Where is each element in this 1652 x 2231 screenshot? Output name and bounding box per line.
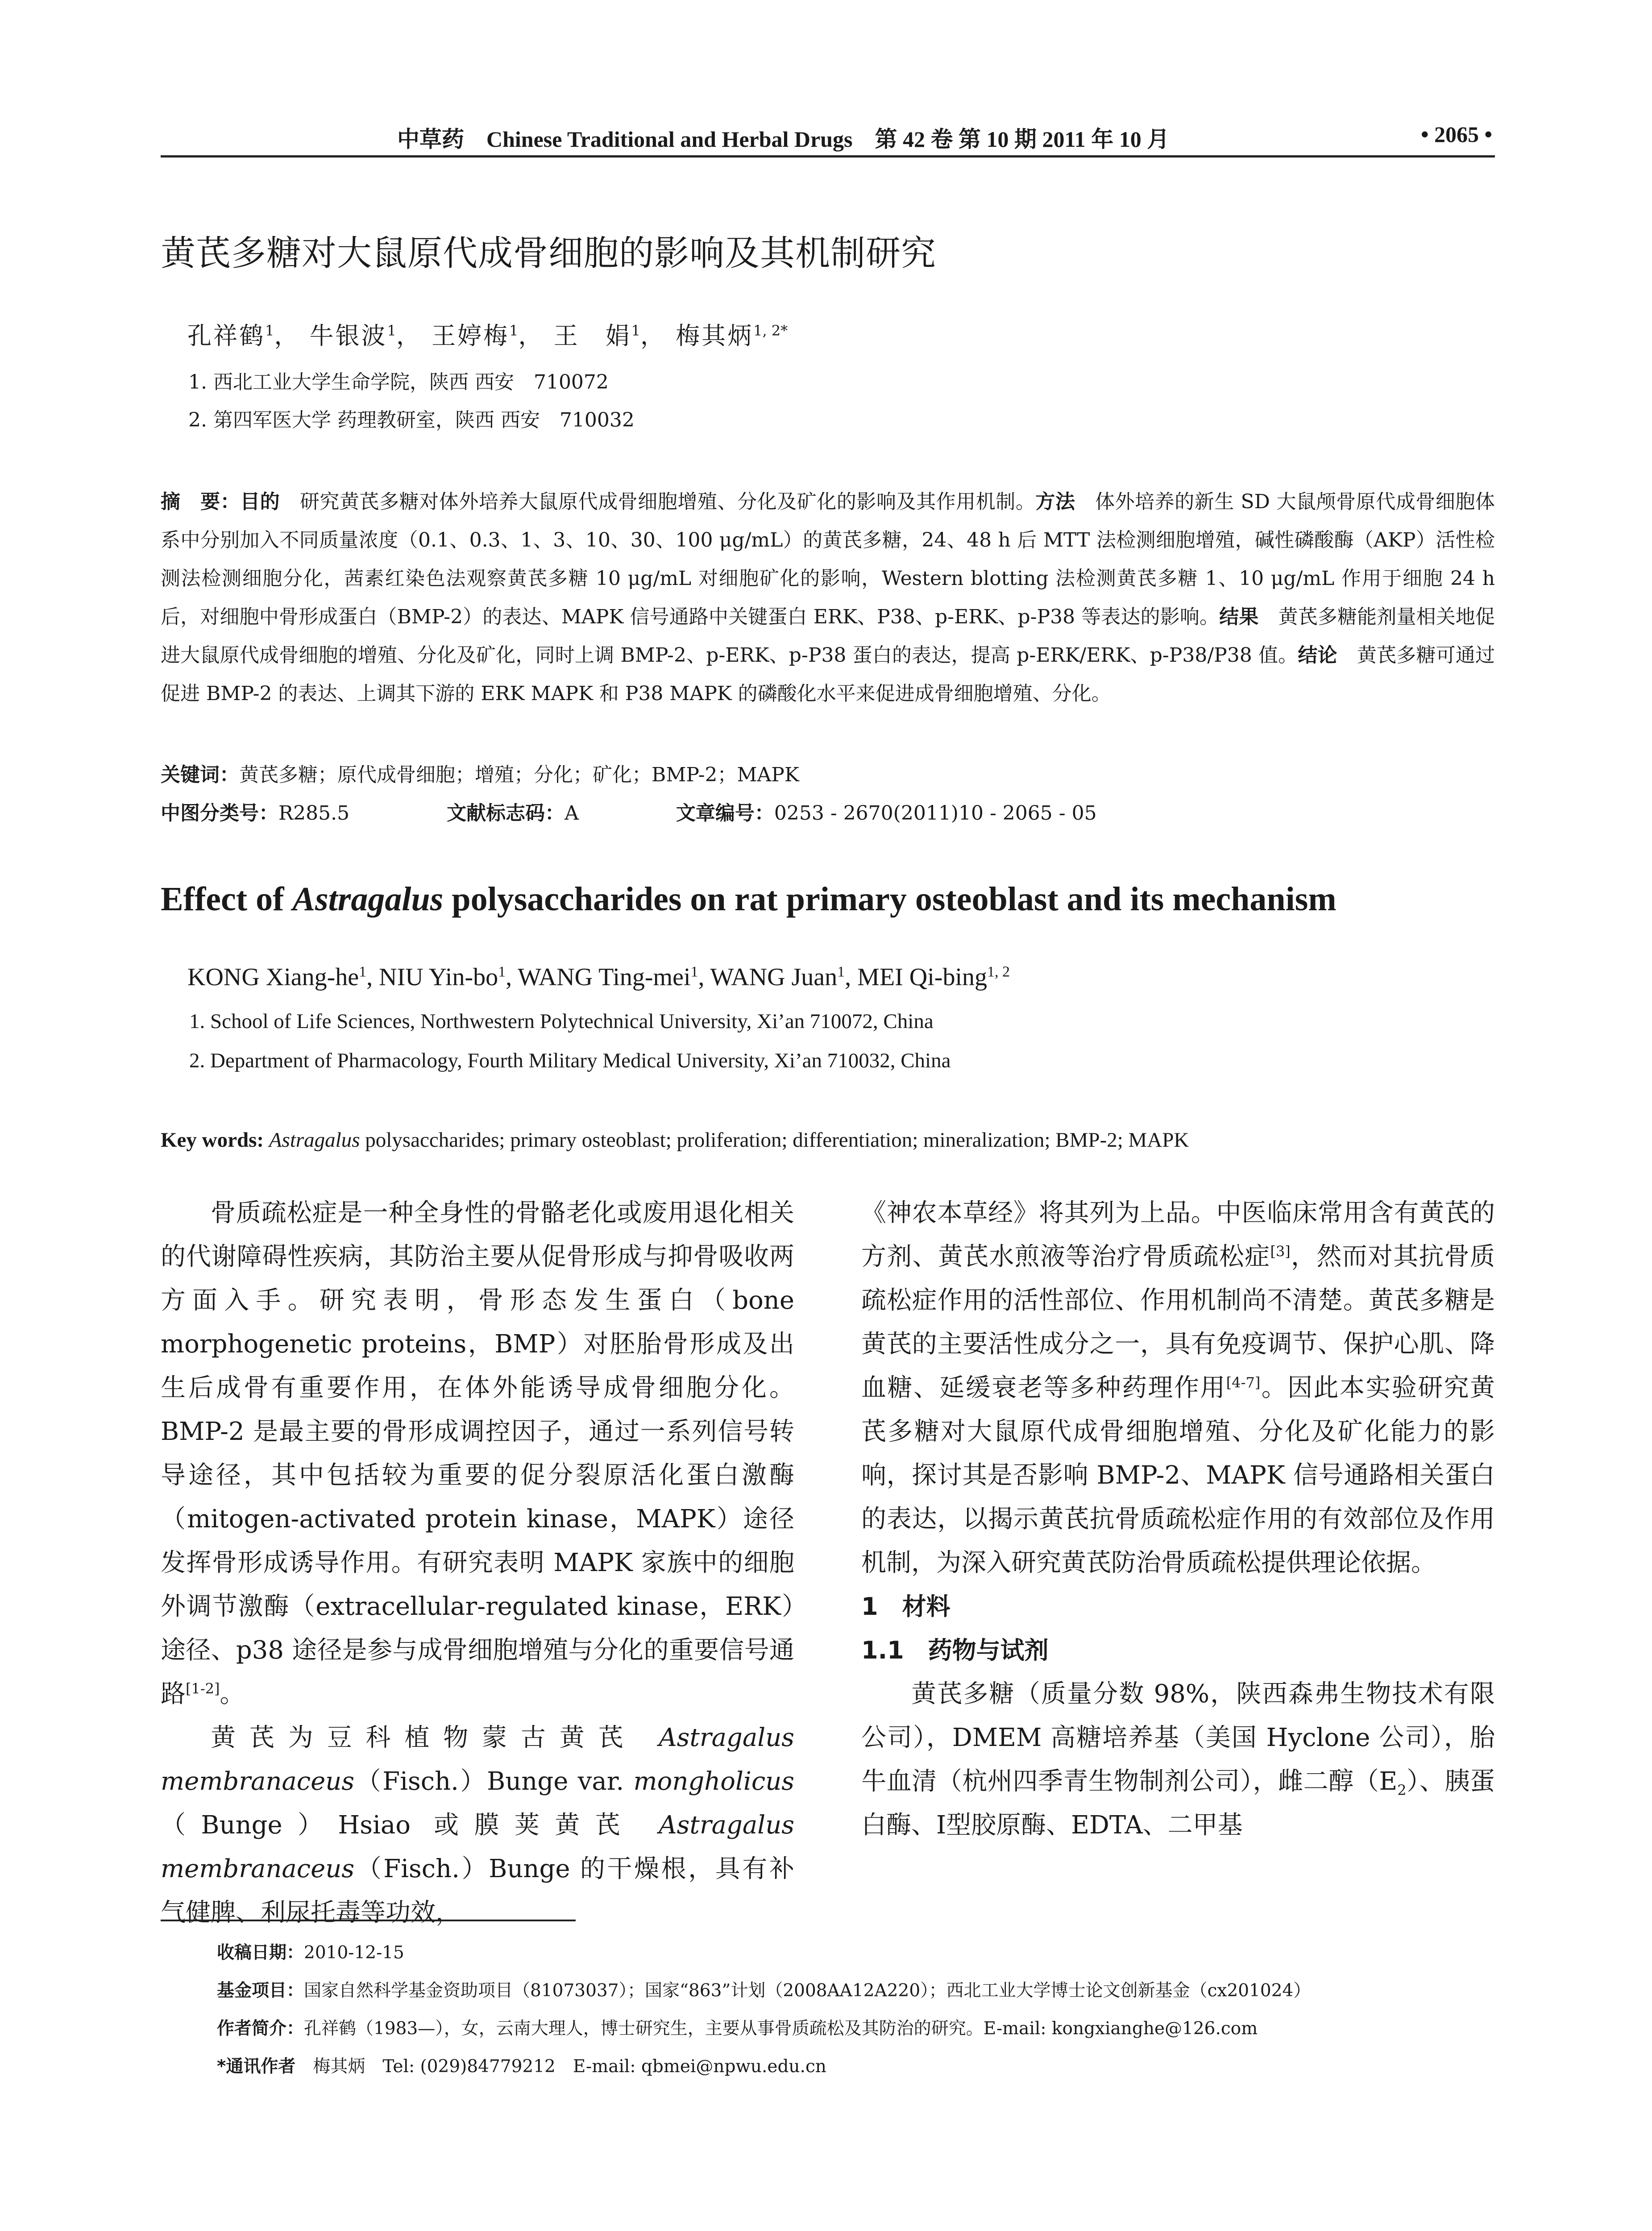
authors-en: KONG Xiang-$he^1$, NIU Yin-$bo^1$, WANG Ting-mei$^1$, WANG Juan$^1$, MEI Qi-bing$^{1, 2}$ (187, 963, 1010, 991)
author-en: WANG Ting-mei (518, 963, 691, 991)
article-no-label: 文章编号： (676, 802, 774, 825)
footnote-rule (161, 1920, 576, 1921)
body-column-right (861, 1191, 1495, 1847)
clc-value: R285.5 (278, 802, 350, 825)
affiliation-en-1: 1. School of Life Sciences, Northwestern Polytechnical University, Xi’an 710072, China (189, 1010, 934, 1033)
affiliation-en-2: 2. Department of Pharmacology, Fourth Military Medical University, Xi’an 710032, China (189, 1049, 951, 1072)
classification-line (161, 797, 1097, 825)
keywords-label: 关键词： (161, 763, 239, 786)
citation: [1-2] (186, 1680, 220, 1697)
conclusion-text: 黄芪多糖可通过促进 BMP-2 的表达、上调其下游的 ERK MAPK 和 P38 MAPK 的磷酸化水平来促进成骨细胞增殖、分化。 (161, 644, 1495, 705)
keywords-en-label: Key words: (161, 1128, 264, 1152)
paragraph: 骨质疏松症是一种全身性的骨骼老化或废用退化相关的代谢障碍性疾病，其防治主要从促骨形成与抑骨吸收两方面入手。研究表明，骨形态发生蛋白（bone morphogenetic proteins，BMP）对胚胎骨形成及出生后成骨有重要作用，在体外能诱导成骨细胞分化。BMP-2 是最主要的骨形成调控因子，通过一系列信号转导途径，其中包括较为重要的促分裂原活化蛋白激酶（mitogen-activated protein kinase，MAPK）途径发挥骨形成诱导作用。有研究表明 MAPK 家族中的细胞外调节激酶（extracellular-regulated kinase，ERK）途径、p38 途径是参与成骨细胞增殖与分化的重要信号通路[1-2]。 (161, 1198, 794, 1708)
footnote-fund: 基金项目：国家自然科学基金资助项目（81073037）；国家“863”计划（2008AA12A220）；西北工业大学博士论文创新基金（cx201024） (217, 1981, 1311, 2001)
section-heading: 1 材料 (861, 1592, 951, 1621)
author-cn: 牛银波 (309, 322, 387, 350)
paragraph: 《神农本草经》将其列为上品。中医临床常用含有黄芪的方剂、黄芪水煎液等治疗骨质疏松症[3]，然而对其抗骨质疏松症作用的活性部位、作用机制尚不清楚。黄芪多糖是黄芪的主要活性成分之一，具有免疫调节、保护心肌、降血糖、延缓衰老等多种药理作用[4-7]。因此本实验研究黄芪多糖对大鼠原代成骨细胞增殖、分化及矿化能力的影响，探讨其是否影响 BMP-2、MAPK 信号通路相关蛋白的表达，以揭示黄芪抗骨质疏松症作用的有效部位及作用机制，为深入研究黄芪防治骨质疏松提供理论依据。 (861, 1198, 1495, 1577)
journal-name-en: Chinese Traditional and Herbal Drugs (486, 127, 853, 152)
citation: [3] (1270, 1243, 1291, 1260)
result-label: 结果 (1219, 605, 1259, 628)
method-label: 方法 (1035, 490, 1075, 513)
author-en: NIU Yin-bo (379, 963, 498, 991)
clc-label: 中图分类号： (161, 802, 278, 825)
author-en: MEI Qi-bing (857, 963, 988, 991)
article-no-value: 0253 - 2670(2011)10 - 2065 - 05 (774, 802, 1097, 825)
result-text: 黄芪多糖能剂量相关地促进大鼠原代成骨细胞的增殖、分化及矿化，同时上调 BMP-2、p-ERK、p-P38 蛋白的表达，提高 p-ERK/ERK、p-P38/P38 值。 (161, 605, 1495, 667)
author-cn: 王婷梅 (432, 322, 510, 350)
keywords-cn (161, 759, 799, 787)
abstract-label: 摘 要： (161, 490, 241, 513)
page-number: • 2065 • (1420, 122, 1492, 147)
paragraph: 黄芪为豆科植物蒙古黄芪 Astragalus membranaceus（Fisch.）Bunge var. mongholicus（Bunge）Hsiao 或膜荚黄芪 Astragalus membranaceus（Fisch.）Bunge 的干燥根，具有补气健脾、利尿托毒等功效， (161, 1723, 794, 1927)
author-en: KONG Xiang-he (187, 963, 359, 991)
method-text: 体外培养的新生 SD 大鼠颅骨原代成骨细胞体系中分别加入不同质量浓度（0.1、0.3、1、3、10、30、100 μg/mL）的黄芪多糖，24、48 h 后 MTT 法检测细胞增殖，碱性磷酸酶（AKP）活性检测法检测细胞分化，茜素红染色法观察黄芪多糖 10 μg/mL 对细胞矿化的影响，Western blotting 法检测黄芪多糖 1、10 μg/mL 作用于细胞 24 h 后，对细胞中骨形成蛋白（BMP-2）的表达、MAPK 信号通路中关键蛋白 ERK、P38、p-ERK、p-P38 等表达的影响。 (161, 490, 1495, 628)
doc-code-label: 文献标志码： (447, 802, 565, 825)
paragraph: 黄芪多糖（质量分数 98%，陕西森弗生物技术有限公司），DMEM 高糖培养基（美国 Hyclone 公司），胎牛血清（杭州四季青生物制剂公司），雌二醇$(E_2)$、胰蛋白酶、Ⅰ型胶原酶、EDTA、二甲基 (861, 1679, 1495, 1840)
keywords-text: 黄芪多糖；原代成骨细胞；增殖；分化；矿化；BMP-2；MAPK (239, 763, 799, 786)
title-en: Effect of Astragalus polysaccharides on rat primary osteoblast and its mechanism (161, 880, 1337, 918)
footnote-correspondence: *通讯作者 梅其炳 Tel: (029)84779212 E-mail: qbmei@npwu.edu.cn (217, 2057, 826, 2077)
affiliation-cn-2: 2. 第四军医大学 药理教研室，陕西 西安 710032 (188, 409, 635, 431)
journal-issue: 第 42 卷 第 10 期 2011 年 10 月 (875, 127, 1170, 152)
running-header (161, 120, 1495, 158)
purpose-text: 研究黄芪多糖对体外培养大鼠原代成骨细胞增殖、分化及矿化的影响及其作用机制。 (280, 490, 1036, 513)
purpose-label: 目的 (240, 490, 280, 513)
author-cn: 孔祥鹤 (187, 322, 265, 350)
footnote-received: 收稿日期：2010-12-15 (217, 1943, 404, 1963)
citation: [4-7] (1226, 1374, 1261, 1391)
footnote-author: 作者简介：孔祥鹤（1983—），女，云南大理人，博士研究生，主要从事骨质疏松及其防治的研究。E-mail: kongxianghe@126.com (217, 2019, 1258, 2039)
affiliation-cn-1: 1. 西北工业大学生命学院，陕西 西安 710072 (188, 371, 609, 394)
subsection-heading: 1.1 药物与试剂 (861, 1636, 1049, 1664)
conclusion-label: 结论 (1298, 644, 1337, 667)
abstract-cn (161, 483, 1495, 713)
keywords-en: Key words: Astragalus polysaccharides; primary osteoblast; proliferation; differentiation; mineralization; BMP-2; MAPK (161, 1128, 1189, 1152)
journal-info (397, 121, 1169, 153)
doc-code-value: A (565, 802, 579, 825)
author-cn: 梅其炳 (676, 322, 754, 350)
author-cn: 王 娟 (553, 322, 631, 350)
journal-name-cn: 中草药 (397, 127, 464, 152)
body-column-left (161, 1191, 794, 1935)
author-en: WANG Juan (710, 963, 838, 991)
authors-cn: 孔祥鹤$^1$， 牛银波$^1$， 王婷梅$^1$， 王 娟$^1$， 梅其炳$^{1, 2*}$ (187, 322, 788, 350)
title-cn: 黄芪多糖对大鼠原代成骨细胞的影响及其机制研究 (161, 233, 937, 274)
